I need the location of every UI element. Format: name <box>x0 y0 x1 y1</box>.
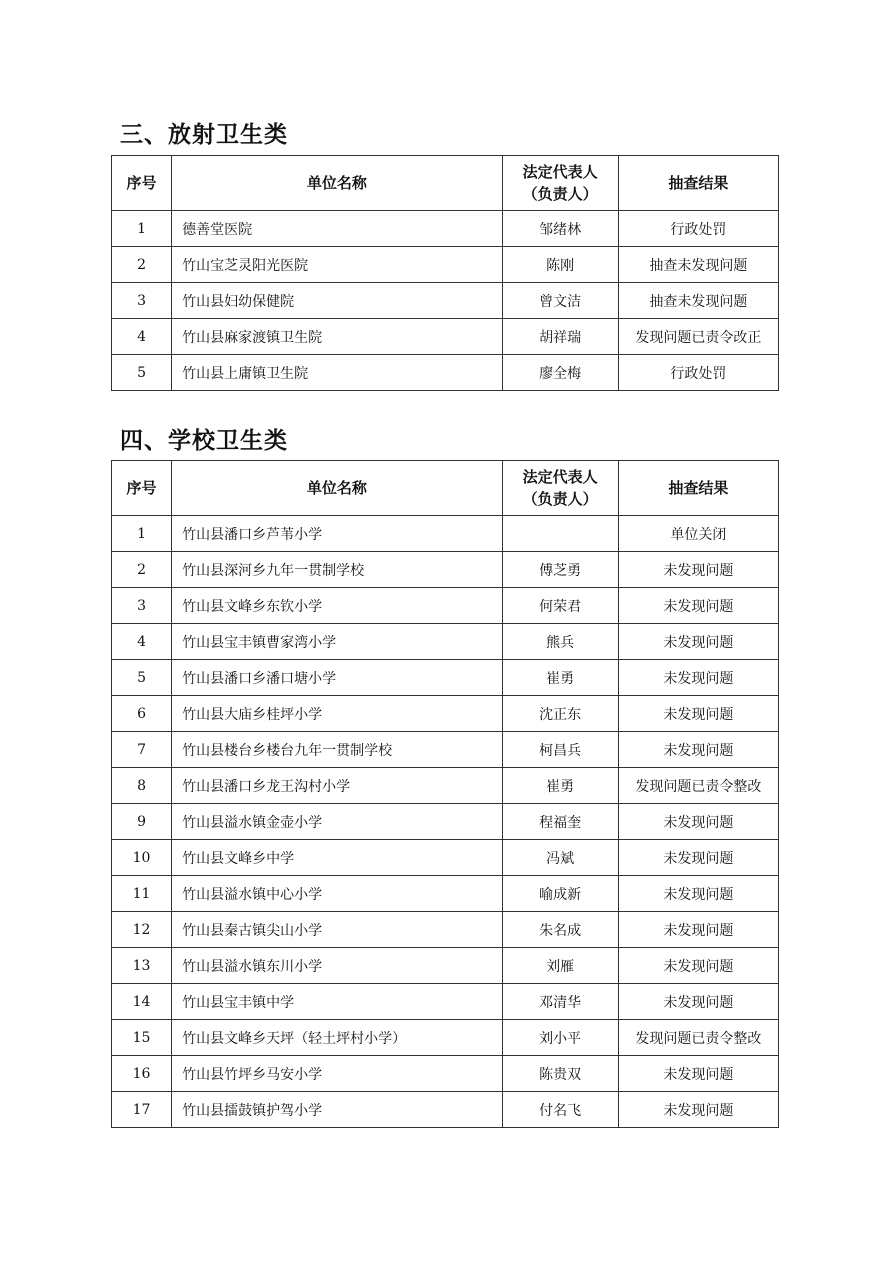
cell-result: 未发现问题 <box>618 1056 778 1092</box>
cell-unit-name: 竹山县楼台乡楼台九年一贯制学校 <box>172 732 502 768</box>
school-table <box>111 460 779 1128</box>
cell-unit-name: 竹山县潘口乡潘口塘小学 <box>172 660 502 696</box>
cell-unit-name: 竹山县溢水镇东川小学 <box>172 948 502 984</box>
cell-result: 未发现问题 <box>618 552 778 588</box>
cell-result: 未发现问题 <box>618 624 778 660</box>
table-row <box>112 247 779 283</box>
cell-representative <box>502 516 618 552</box>
cell-result: 未发现问题 <box>618 984 778 1020</box>
table-row <box>112 588 779 624</box>
cell-result: 行政处罚 <box>618 211 778 247</box>
cell-unit-name: 竹山县文峰乡天坪（轻土坪村小学） <box>172 1020 502 1056</box>
cell-index: 9 <box>112 804 172 840</box>
cell-result: 发现问题已责令改正 <box>618 319 778 355</box>
cell-index: 2 <box>112 552 172 588</box>
table-row <box>112 840 779 876</box>
cell-representative: 胡祥瑞 <box>502 319 618 355</box>
cell-result: 未发现问题 <box>618 660 778 696</box>
cell-result: 发现问题已责令整改 <box>618 768 778 804</box>
cell-unit-name: 竹山宝芝灵阳光医院 <box>172 247 502 283</box>
cell-result: 未发现问题 <box>618 1092 778 1128</box>
header-rep-line1: 法定代表人 <box>522 163 598 181</box>
cell-unit-name: 竹山县潘口乡芦苇小学 <box>172 516 502 552</box>
cell-representative: 陈贵双 <box>502 1056 618 1092</box>
cell-result: 单位关闭 <box>618 516 778 552</box>
cell-unit-name: 竹山县潘口乡龙王沟村小学 <box>172 768 502 804</box>
table-row <box>112 552 779 588</box>
table-row <box>112 1092 779 1128</box>
table-header-row <box>112 461 779 516</box>
cell-unit-name: 竹山县麻家渡镇卫生院 <box>172 319 502 355</box>
cell-unit-name: 竹山县文峰乡中学 <box>172 840 502 876</box>
cell-index: 4 <box>112 319 172 355</box>
cell-index: 1 <box>112 211 172 247</box>
radiation-table <box>111 155 779 391</box>
header-rep <box>502 461 618 516</box>
header-rep-line2: （负责人） <box>522 490 598 508</box>
cell-index: 4 <box>112 624 172 660</box>
cell-index: 8 <box>112 768 172 804</box>
cell-unit-name: 竹山县深河乡九年一贯制学校 <box>172 552 502 588</box>
cell-unit-name: 竹山县宝丰镇中学 <box>172 984 502 1020</box>
cell-unit-name: 竹山县擂鼓镇护驾小学 <box>172 1092 502 1128</box>
cell-index: 13 <box>112 948 172 984</box>
cell-representative: 刘小平 <box>502 1020 618 1056</box>
cell-result: 未发现问题 <box>618 804 778 840</box>
cell-result: 未发现问题 <box>618 948 778 984</box>
cell-representative: 柯昌兵 <box>502 732 618 768</box>
cell-result: 未发现问题 <box>618 876 778 912</box>
table-row <box>112 355 779 391</box>
table-row <box>112 624 779 660</box>
radiation-table-body <box>112 211 779 391</box>
cell-result: 未发现问题 <box>618 840 778 876</box>
cell-index: 2 <box>112 247 172 283</box>
cell-representative: 程福奎 <box>502 804 618 840</box>
table-row <box>112 1056 779 1092</box>
table-row <box>112 984 779 1020</box>
header-result: 抽查结果 <box>618 156 778 211</box>
table-row <box>112 768 779 804</box>
cell-result: 抽查未发现问题 <box>618 247 778 283</box>
header-rep-line2: （负责人） <box>522 185 598 203</box>
cell-representative: 冯斌 <box>502 840 618 876</box>
cell-unit-name: 竹山县宝丰镇曹家湾小学 <box>172 624 502 660</box>
cell-index: 17 <box>112 1092 172 1128</box>
cell-representative: 崔勇 <box>502 660 618 696</box>
cell-index: 14 <box>112 984 172 1020</box>
cell-representative: 傅芝勇 <box>502 552 618 588</box>
table-row <box>112 660 779 696</box>
cell-result: 抽查未发现问题 <box>618 283 778 319</box>
cell-representative: 沈正东 <box>502 696 618 732</box>
cell-result: 未发现问题 <box>618 588 778 624</box>
cell-index: 3 <box>112 588 172 624</box>
cell-index: 16 <box>112 1056 172 1092</box>
cell-representative: 曾文洁 <box>502 283 618 319</box>
table-row <box>112 732 779 768</box>
cell-unit-name: 竹山县秦古镇尖山小学 <box>172 912 502 948</box>
cell-representative: 邹绪林 <box>502 211 618 247</box>
cell-unit-name: 竹山县妇幼保健院 <box>172 283 502 319</box>
table-row <box>112 211 779 247</box>
table-row <box>112 516 779 552</box>
cell-index: 10 <box>112 840 172 876</box>
cell-index: 5 <box>112 355 172 391</box>
section-title-radiation: 三、放射卫生类 <box>120 122 288 148</box>
header-index: 序号 <box>112 156 172 211</box>
cell-unit-name: 德善堂医院 <box>172 211 502 247</box>
header-unit: 单位名称 <box>172 156 502 211</box>
cell-index: 7 <box>112 732 172 768</box>
cell-unit-name: 竹山县大庙乡桂坪小学 <box>172 696 502 732</box>
cell-representative: 朱名成 <box>502 912 618 948</box>
cell-representative: 熊兵 <box>502 624 618 660</box>
table-row <box>112 319 779 355</box>
cell-index: 15 <box>112 1020 172 1056</box>
table-row <box>112 1020 779 1056</box>
header-unit: 单位名称 <box>172 461 502 516</box>
cell-index: 5 <box>112 660 172 696</box>
cell-index: 1 <box>112 516 172 552</box>
cell-index: 12 <box>112 912 172 948</box>
table-row <box>112 876 779 912</box>
cell-representative: 刘雁 <box>502 948 618 984</box>
table-row <box>112 283 779 319</box>
cell-index: 3 <box>112 283 172 319</box>
header-rep-line1: 法定代表人 <box>522 468 598 486</box>
cell-unit-name: 竹山县溢水镇金壶小学 <box>172 804 502 840</box>
header-rep <box>502 156 618 211</box>
header-result: 抽查结果 <box>618 461 778 516</box>
cell-result: 行政处罚 <box>618 355 778 391</box>
section-title-school: 四、学校卫生类 <box>120 428 288 454</box>
cell-result: 未发现问题 <box>618 696 778 732</box>
table-row <box>112 948 779 984</box>
cell-representative: 邓清华 <box>502 984 618 1020</box>
cell-result: 未发现问题 <box>618 912 778 948</box>
cell-representative: 付名飞 <box>502 1092 618 1128</box>
cell-unit-name: 竹山县上庸镇卫生院 <box>172 355 502 391</box>
cell-index: 6 <box>112 696 172 732</box>
cell-representative: 陈刚 <box>502 247 618 283</box>
table-header-row <box>112 156 779 211</box>
cell-result: 未发现问题 <box>618 732 778 768</box>
cell-representative: 崔勇 <box>502 768 618 804</box>
cell-representative: 喻成新 <box>502 876 618 912</box>
cell-unit-name: 竹山县文峰乡东钦小学 <box>172 588 502 624</box>
cell-representative: 廖全梅 <box>502 355 618 391</box>
header-index: 序号 <box>112 461 172 516</box>
table-row <box>112 912 779 948</box>
cell-result: 发现问题已责令整改 <box>618 1020 778 1056</box>
table-row <box>112 696 779 732</box>
cell-representative: 何荣君 <box>502 588 618 624</box>
cell-unit-name: 竹山县竹坪乡马安小学 <box>172 1056 502 1092</box>
table-row <box>112 804 779 840</box>
cell-unit-name: 竹山县溢水镇中心小学 <box>172 876 502 912</box>
cell-index: 11 <box>112 876 172 912</box>
school-table-body <box>112 516 779 1128</box>
